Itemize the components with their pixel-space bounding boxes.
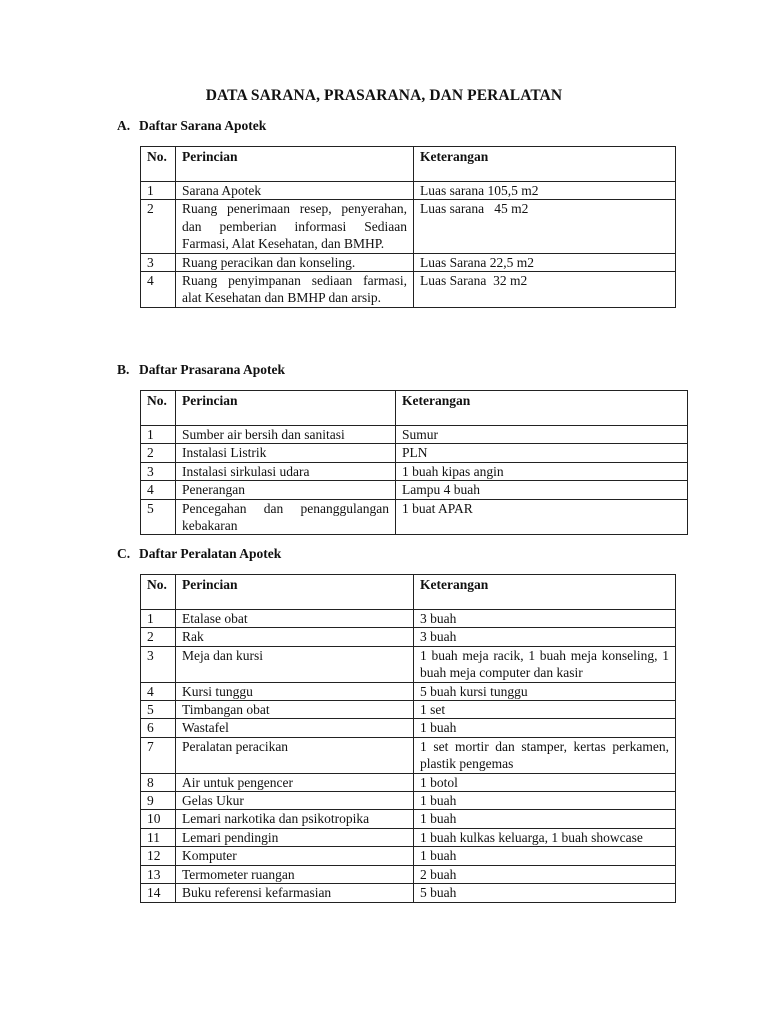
- row-perincian: Ruang penerimaan resep, penyerahan, dan pemberian informasi Sediaan Farmasi, Alat Kesehatan, dan BMHP.: [176, 200, 414, 253]
- row-keterangan: 3 buah: [414, 610, 676, 628]
- row-keterangan: 1 buah: [414, 810, 676, 828]
- row-keterangan: 5 buah: [414, 884, 676, 902]
- row-keterangan: Lampu 4 buah: [396, 481, 688, 499]
- row-keterangan: 1 set: [414, 701, 676, 719]
- row-perincian: Rak: [176, 628, 414, 646]
- table-row: [141, 253, 676, 271]
- row-no: 5: [141, 701, 176, 719]
- table-row: [141, 810, 676, 828]
- row-keterangan: 1 set mortir dan stamper, kertas perkamen, plastik pengemas: [414, 737, 676, 773]
- header-no: No.: [141, 575, 176, 610]
- section-letter: A.: [117, 118, 131, 133]
- row-keterangan: PLN: [396, 444, 688, 462]
- row-perincian: Timbangan obat: [176, 701, 414, 719]
- row-no: 2: [141, 444, 176, 462]
- row-keterangan: 1 buah kulkas keluarga, 1 buah showcase: [414, 828, 676, 846]
- table-row: [141, 701, 676, 719]
- table-row: [141, 847, 676, 865]
- row-keterangan: 1 buah: [414, 847, 676, 865]
- table-row: [141, 481, 688, 499]
- table-row: [141, 828, 676, 846]
- row-perincian: Gelas Ukur: [176, 792, 414, 810]
- table-row: [141, 646, 676, 682]
- table-row: [141, 792, 676, 810]
- row-keterangan: 3 buah: [414, 628, 676, 646]
- row-keterangan: 1 buah kipas angin: [396, 462, 688, 480]
- table-header-row: [141, 391, 688, 426]
- row-keterangan: Luas Sarana 22,5 m2: [414, 253, 676, 271]
- table-row: [141, 865, 676, 883]
- row-no: 1: [141, 426, 176, 444]
- table-header-row: [141, 575, 676, 610]
- sarana-table: [140, 146, 676, 308]
- row-no: 14: [141, 884, 176, 902]
- row-keterangan: Luas sarana 105,5 m2: [414, 182, 676, 200]
- row-no: 5: [141, 499, 176, 535]
- row-perincian: Peralatan peracikan: [176, 737, 414, 773]
- row-perincian: Lemari pendingin: [176, 828, 414, 846]
- row-no: 4: [141, 272, 176, 308]
- section-letter: C.: [117, 546, 131, 561]
- header-keterangan: Keterangan: [396, 391, 688, 426]
- section-a-heading: [117, 118, 266, 134]
- row-perincian: Air untuk pengencer: [176, 773, 414, 791]
- header-perincian: Perincian: [176, 391, 396, 426]
- peralatan-table: [140, 574, 676, 903]
- row-keterangan: 2 buah: [414, 865, 676, 883]
- row-no: 1: [141, 182, 176, 200]
- row-no: 4: [141, 481, 176, 499]
- row-perincian: Meja dan kursi: [176, 646, 414, 682]
- header-no: No.: [141, 391, 176, 426]
- row-keterangan: 1 buat APAR: [396, 499, 688, 535]
- table-row: [141, 426, 688, 444]
- table-row: [141, 628, 676, 646]
- row-perincian: Etalase obat: [176, 610, 414, 628]
- table-row: [141, 682, 676, 700]
- row-no: 9: [141, 792, 176, 810]
- row-no: 11: [141, 828, 176, 846]
- table-row: [141, 462, 688, 480]
- row-perincian: Termometer ruangan: [176, 865, 414, 883]
- table-row: [141, 737, 676, 773]
- row-keterangan: 5 buah kursi tunggu: [414, 682, 676, 700]
- section-letter: B.: [117, 362, 130, 377]
- row-no: 12: [141, 847, 176, 865]
- row-keterangan: 1 botol: [414, 773, 676, 791]
- table-row: [141, 272, 676, 308]
- row-keterangan: Luas sarana 45 m2: [414, 200, 676, 253]
- table-header-row: [141, 147, 676, 182]
- row-no: 13: [141, 865, 176, 883]
- row-keterangan: 1 buah: [414, 792, 676, 810]
- table-row: [141, 200, 676, 253]
- header-no: No.: [141, 147, 176, 182]
- page-title: DATA SARANA, PRASARANA, DAN PERALATAN: [205, 87, 563, 104]
- row-no: 3: [141, 253, 176, 271]
- row-perincian: Pencegahan dan penanggulangan kebakaran: [176, 499, 396, 535]
- row-no: 3: [141, 462, 176, 480]
- row-no: 7: [141, 737, 176, 773]
- row-perincian: Wastafel: [176, 719, 414, 737]
- row-keterangan: 1 buah meja racik, 1 buah meja konseling, 1 buah meja computer dan kasir: [414, 646, 676, 682]
- table-row: [141, 884, 676, 902]
- table-row: [141, 610, 676, 628]
- row-perincian: Buku referensi kefarmasian: [176, 884, 414, 902]
- row-no: 3: [141, 646, 176, 682]
- section-b-heading: [117, 362, 285, 378]
- table-row: [141, 773, 676, 791]
- row-perincian: Kursi tunggu: [176, 682, 414, 700]
- prasarana-table: [140, 390, 688, 535]
- header-perincian: Perincian: [176, 575, 414, 610]
- row-perincian: Instalasi sirkulasi udara: [176, 462, 396, 480]
- header-keterangan: Keterangan: [414, 575, 676, 610]
- row-keterangan: Luas Sarana 32 m2: [414, 272, 676, 308]
- row-no: 8: [141, 773, 176, 791]
- row-no: 6: [141, 719, 176, 737]
- row-perincian: Penerangan: [176, 481, 396, 499]
- table-row: [141, 182, 676, 200]
- section-title: Daftar Sarana Apotek: [139, 118, 267, 133]
- row-perincian: Instalasi Listrik: [176, 444, 396, 462]
- row-perincian: Sumber air bersih dan sanitasi: [176, 426, 396, 444]
- table-row: [141, 499, 688, 535]
- row-perincian: Ruang penyimpanan sediaan farmasi, alat Kesehatan dan BMHP dan arsip.: [176, 272, 414, 308]
- table-row: [141, 719, 676, 737]
- row-perincian: Sarana Apotek: [176, 182, 414, 200]
- row-no: 2: [141, 628, 176, 646]
- row-keterangan: 1 buah: [414, 719, 676, 737]
- row-no: 1: [141, 610, 176, 628]
- row-no: 4: [141, 682, 176, 700]
- row-perincian: Lemari narkotika dan psikotropika: [176, 810, 414, 828]
- row-perincian: Komputer: [176, 847, 414, 865]
- row-no: 2: [141, 200, 176, 253]
- table-row: [141, 444, 688, 462]
- row-keterangan: Sumur: [396, 426, 688, 444]
- section-title: Daftar Peralatan Apotek: [139, 546, 282, 561]
- row-perincian: Ruang peracikan dan konseling.: [176, 253, 414, 271]
- header-keterangan: Keterangan: [414, 147, 676, 182]
- section-title: Daftar Prasarana Apotek: [139, 362, 285, 377]
- header-perincian: Perincian: [176, 147, 414, 182]
- row-no: 10: [141, 810, 176, 828]
- section-c-heading: [117, 546, 281, 562]
